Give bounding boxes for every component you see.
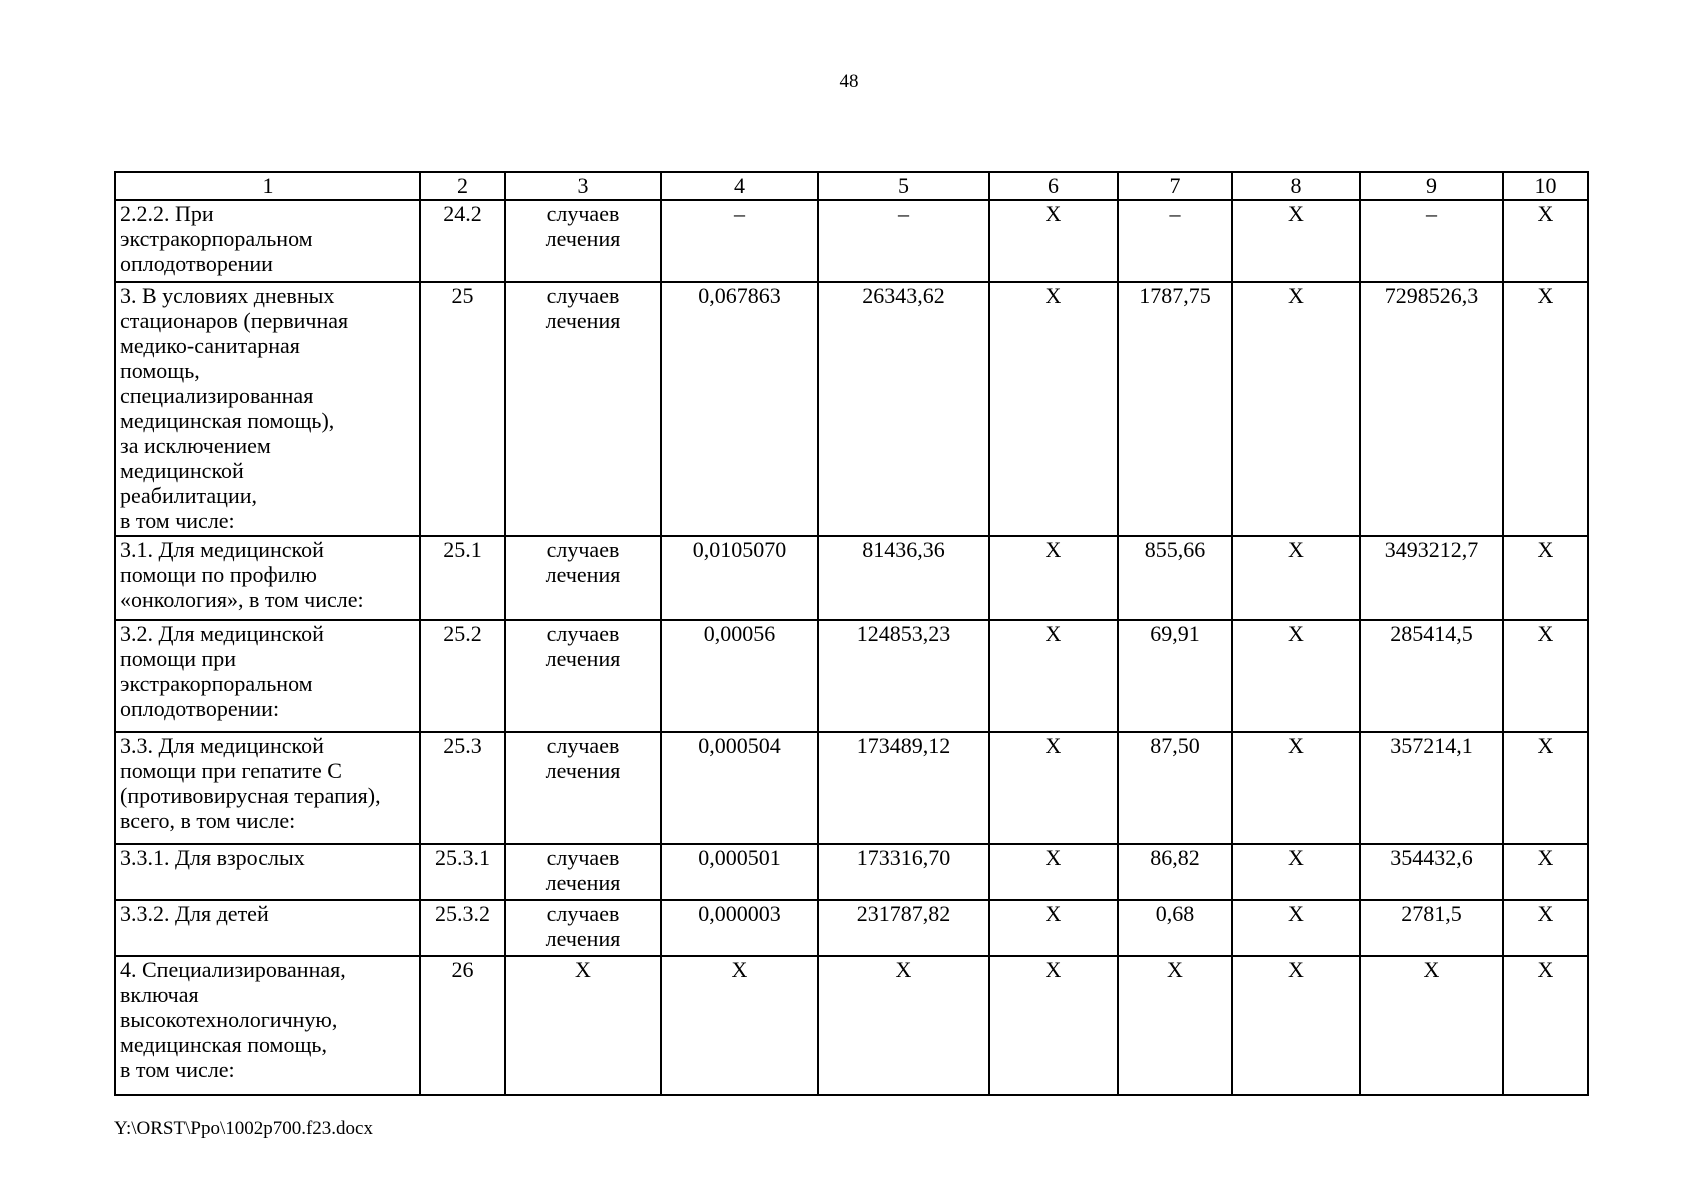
table-cell: Х (1503, 282, 1588, 536)
table-cell: Х (1232, 732, 1360, 844)
table-row (115, 732, 1588, 844)
table-cell: Х (1232, 620, 1360, 732)
table-cell: Х (1503, 732, 1588, 844)
table-cell: Х (1232, 536, 1360, 620)
table-cell: 3.3. Для медицинской помощи при гепатите С (противовирусная терапия), всего, в том числе: (115, 732, 420, 844)
table-cell: 3.2. Для медицинской помощи при экстракорпоральном оплодотворении: (115, 620, 420, 732)
header-cell: 10 (1503, 172, 1588, 200)
table-cell: 285414,5 (1360, 620, 1503, 732)
table-cell: 2.2.2. При экстракорпоральном оплодотворении (115, 200, 420, 282)
table-cell: – (1360, 200, 1503, 282)
table-cell: 0,067863 (661, 282, 818, 536)
table-cell: 231787,82 (818, 900, 989, 956)
table-cell: Х (989, 282, 1118, 536)
table-cell: 25.3 (420, 732, 505, 844)
table-cell: 3.1. Для медицинской помощи по профилю «онкология», в том числе: (115, 536, 420, 620)
file-path-footer: Y:\ORST\Ppo\1002p700.f23.docx (114, 1118, 373, 1139)
table-cell: 69,91 (1118, 620, 1232, 732)
table-cell: 124853,23 (818, 620, 989, 732)
table-cell: – (1118, 200, 1232, 282)
table-cell: Х (989, 536, 1118, 620)
table-cell: 0,000003 (661, 900, 818, 956)
table-row (115, 536, 1588, 620)
table-cell: 3.3.1. Для взрослых (115, 844, 420, 900)
data-table (114, 171, 1589, 1096)
table-cell: случаев лечения (505, 844, 661, 900)
header-cell: 3 (505, 172, 661, 200)
table-cell: Х (989, 200, 1118, 282)
header-cell: 5 (818, 172, 989, 200)
table-cell: Х (1232, 844, 1360, 900)
table-cell: случаев лечения (505, 536, 661, 620)
table-cell: 173316,70 (818, 844, 989, 900)
table-cell: 173489,12 (818, 732, 989, 844)
table-cell: 0,00056 (661, 620, 818, 732)
table-row (115, 956, 1588, 1095)
table-cell: 3.3.2. Для детей (115, 900, 420, 956)
table-cell: 86,82 (1118, 844, 1232, 900)
header-cell: 2 (420, 172, 505, 200)
table-cell: – (818, 200, 989, 282)
table-cell: 25.1 (420, 536, 505, 620)
table-cell: 25 (420, 282, 505, 536)
table-cell: Х (1503, 536, 1588, 620)
table-cell: Х (1118, 956, 1232, 1095)
table-row (115, 844, 1588, 900)
table-cell: Х (1360, 956, 1503, 1095)
table-cell: 1787,75 (1118, 282, 1232, 536)
table-cell: Х (1232, 956, 1360, 1095)
table-cell: случаев лечения (505, 732, 661, 844)
table-cell: 357214,1 (1360, 732, 1503, 844)
table-cell: 81436,36 (818, 536, 989, 620)
table-cell: 4. Специализированная, включая высокотехнологичную, медицинская помощь, в том числе: (115, 956, 420, 1095)
table-cell: 7298526,3 (1360, 282, 1503, 536)
table-cell: 0,68 (1118, 900, 1232, 956)
table-cell: 354432,6 (1360, 844, 1503, 900)
header-cell: 1 (115, 172, 420, 200)
header-cell: 8 (1232, 172, 1360, 200)
table-cell: 26 (420, 956, 505, 1095)
table-cell: Х (989, 956, 1118, 1095)
header-cell: 9 (1360, 172, 1503, 200)
table-cell: 25.2 (420, 620, 505, 732)
table-cell: Х (1503, 900, 1588, 956)
table-cell: Х (1232, 900, 1360, 956)
header-cell: 6 (989, 172, 1118, 200)
table-cell: – (661, 200, 818, 282)
table-cell: 3493212,7 (1360, 536, 1503, 620)
table-row (115, 282, 1588, 536)
table-cell: 0,0105070 (661, 536, 818, 620)
table-cell: 3. В условиях дневных стационаров (первичная медико-санитарная помощь, специализированная медицинская помощь), за исключением медицинской реабилитации, в том числе: (115, 282, 420, 536)
table-cell: 87,50 (1118, 732, 1232, 844)
table-cell: Х (1503, 844, 1588, 900)
table-cell: случаев лечения (505, 900, 661, 956)
table-row (115, 200, 1588, 282)
table-cell: 26343,62 (818, 282, 989, 536)
table-cell: Х (1232, 200, 1360, 282)
table-cell: Х (1503, 200, 1588, 282)
table-row (115, 900, 1588, 956)
table-cell: Х (989, 620, 1118, 732)
table-cell: 0,000504 (661, 732, 818, 844)
page-number: 48 (839, 71, 859, 92)
table-cell: Х (505, 956, 661, 1095)
table-row (115, 620, 1588, 732)
table-header-row (115, 172, 1588, 200)
table-cell: 2781,5 (1360, 900, 1503, 956)
table-cell: 855,66 (1118, 536, 1232, 620)
table-cell: Х (1232, 282, 1360, 536)
table-cell: Х (818, 956, 989, 1095)
table-cell: Х (1503, 956, 1588, 1095)
table-cell: Х (989, 900, 1118, 956)
table-cell: Х (989, 732, 1118, 844)
table-cell: 25.3.1 (420, 844, 505, 900)
table-cell: Х (1503, 620, 1588, 732)
table-cell: 0,000501 (661, 844, 818, 900)
table-cell: Х (661, 956, 818, 1095)
header-cell: 4 (661, 172, 818, 200)
table-cell: 25.3.2 (420, 900, 505, 956)
table-cell: случаев лечения (505, 200, 661, 282)
table-cell: случаев лечения (505, 620, 661, 732)
table-cell: Х (989, 844, 1118, 900)
table-cell: случаев лечения (505, 282, 661, 536)
table-cell: 24.2 (420, 200, 505, 282)
header-cell: 7 (1118, 172, 1232, 200)
